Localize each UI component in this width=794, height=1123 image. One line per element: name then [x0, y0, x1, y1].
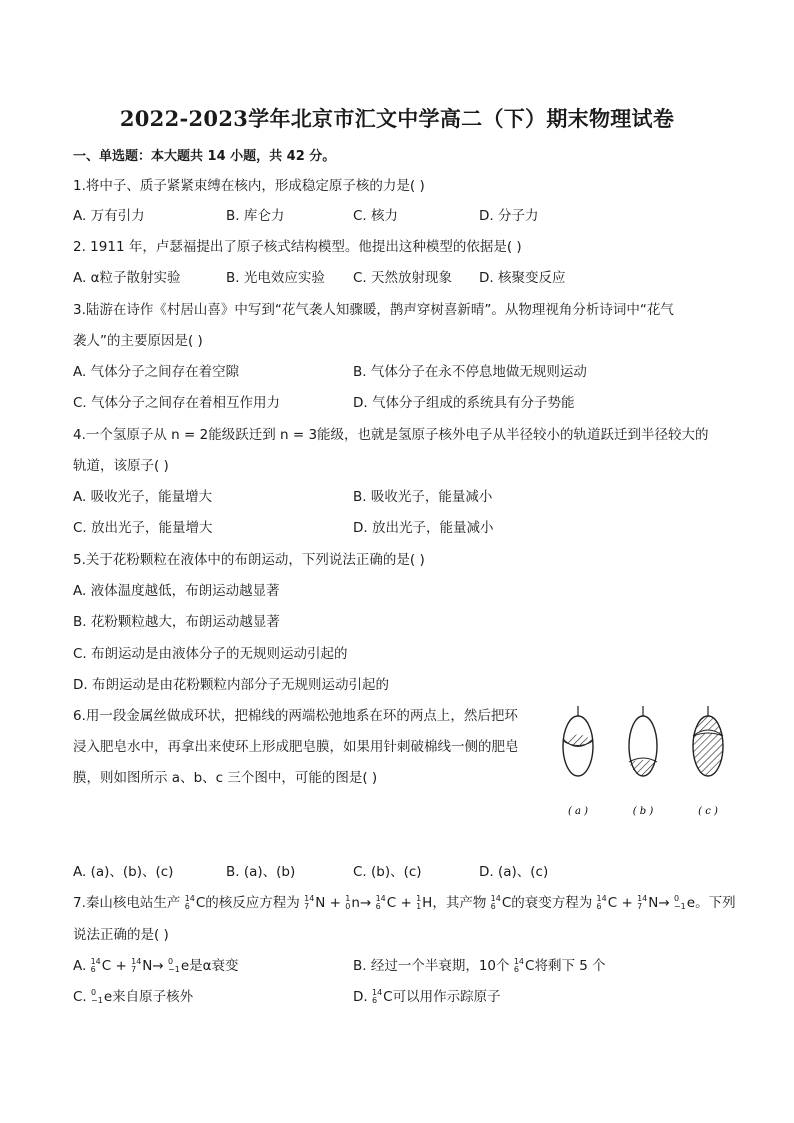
q7-text: C的核反应方程为 [195, 895, 300, 911]
figure-label-c: ( c ) [698, 806, 718, 817]
q2-option-c: C. 天然放射现象 [353, 270, 453, 286]
q5-option-d: D. 布朗运动是由花粉颗粒内部分子无规则运动引起的 [73, 677, 389, 693]
nuclide-neutron: 1 0 [345, 894, 351, 911]
page-title: 2022-2023学年北京市汇文中学高二（下）期末物理试卷 [119, 106, 675, 131]
q3-option-c: C. 气体分子之间存在着相互作用力 [73, 395, 281, 411]
q7-option-d: D. 14 6 C可以用作示踪原子 [353, 988, 501, 1005]
figure-a-ring [563, 706, 593, 776]
q7-text: C + [386, 895, 412, 911]
q1-option-c: C. 核力 [353, 208, 399, 224]
nuclide-electron: 0 −1 [168, 957, 180, 974]
q7-text: C的衰变方程为 [501, 895, 593, 911]
q1-option-a: A. 万有引力 [73, 208, 145, 224]
nuclide-c14: 14 6 [375, 894, 386, 911]
figure-label-a: ( a ) [567, 806, 589, 817]
q7-text: H，其产物 [422, 895, 487, 911]
q3-option-b: B. 气体分子在永不停息地做无规则运动 [353, 364, 587, 380]
question-7-stem-line-1 [73, 894, 736, 912]
q2-option-d: D. 核聚变反应 [479, 270, 566, 286]
q7-option-c: C. 0 −1 e来自原子核外 [73, 988, 194, 1005]
q7-text: n→ [351, 895, 372, 911]
question-6-stem-line-2: 浸入肥皂水中，再拿出来使环上形成肥皂膜，如果用针刺破棉线一侧的肥皂 [73, 739, 519, 755]
q4-option-c: C. 放出光子，能量增大 [73, 520, 213, 536]
nuclide-n14: 14 7 [131, 957, 142, 974]
nuclide-c14: 14 6 [513, 957, 525, 974]
nuclide-electron: 0 −1 [673, 894, 686, 911]
q4-option-b: B. 吸收光子，能量减小 [353, 489, 493, 505]
question-1-stem: 1.将中子、质子紧紧束缚在核内，形成稳定原子核的力是( ) [73, 178, 425, 194]
question-6-stem-line-1: 6.用一段金属丝做成环状，把棉线的两端松弛地系在环的两点上，然后把环 [73, 708, 518, 724]
q6-option-c: C. (b)、(c) [353, 864, 422, 880]
nuclide-electron: 0 −1 [91, 988, 103, 1005]
q5-option-a: A. 液体温度越低，布朗运动越显著 [73, 583, 280, 599]
question-5-stem: 5.关于花粉颗粒在液体中的布朗运动，下列说法正确的是( ) [73, 552, 425, 568]
question-3-stem-line-1: 3.陆游在诗作《村居山喜》中写到“花气袭人知骤暖，鹊声穿树喜新晴”。从物理视角分析诗词中“花气 [73, 302, 674, 318]
q6-option-d: D. (a)、(c) [479, 864, 549, 880]
question-6-stem-line-3: 膜，则如图所示 a、b、c 三个图中，可能的图是( ) [73, 770, 378, 786]
soap-film-figure [548, 706, 738, 822]
q2-option-b: B. 光电效应实验 [226, 270, 325, 286]
figure-label-b: ( b ) [632, 806, 654, 817]
q3-option-a: A. 气体分子之间存在着空隙 [73, 364, 240, 380]
q3-option-d: D. 气体分子组成的系统具有分子势能 [353, 395, 575, 411]
nuclide-n14: 14 7 [304, 894, 315, 911]
q5-option-b: B. 花粉颗粒越大，布朗运动越显著 [73, 614, 280, 630]
nuclide-n14: 14 7 [637, 894, 648, 911]
q1-option-b: B. 库仑力 [226, 208, 285, 224]
q7-text: 7.秦山核电站生产 [73, 895, 181, 911]
question-3-stem-line-2: 袭人”的主要原因是( ) [73, 333, 203, 349]
nuclide-h1: 1 1 [416, 894, 422, 911]
q7-text: N→ [648, 895, 670, 911]
q6-option-b: B. (a)、(b) [226, 864, 296, 880]
question-4-stem-line-2: 轨道，该原子( ) [73, 458, 169, 474]
q7-text: e。下列 [686, 895, 736, 911]
nuclide-c14: 14 6 [490, 894, 501, 911]
q2-option-a: A. α粒子散射实验 [73, 270, 181, 286]
figure-c-ring [693, 706, 723, 776]
q7-option-b: B. 经过一个半衰期，10个 14 6 C将剩下 5 个 [353, 957, 606, 974]
q6-option-a: A. (a)、(b)、(c) [73, 864, 174, 880]
nuclide-c14: 14 6 [371, 988, 383, 1005]
section-heading: 一、单选题：本大题共 14 小题，共 42 分。 [73, 149, 336, 164]
q4-option-d: D. 放出光子，能量减小 [353, 520, 494, 536]
question-4-stem-line-1: 4.一个氢原子从 n = 2能级跃迁到 n = 3能级，也就是氢原子核外电子从半径较小的轨道跃迁到半径较大的 [73, 427, 709, 443]
question-2-stem: 2. 1911 年，卢瑟福提出了原子核式结构模型。他提出这种模型的依据是( ) [73, 239, 522, 255]
nuclide-c14: 14 6 [596, 894, 607, 911]
question-7-stem-line-2: 说法正确的是( ) [73, 927, 169, 943]
q7-text: C + [607, 895, 633, 911]
nuclide-c14: 14 6 [90, 957, 101, 974]
q7-text: N + [315, 895, 341, 911]
q1-option-d: D. 分子力 [479, 208, 539, 224]
q5-option-c: C. 布朗运动是由液体分子的无规则运动引起的 [73, 646, 348, 662]
nuclide-c14: 14 6 [184, 894, 195, 911]
q4-option-a: A. 吸收光子，能量增大 [73, 489, 213, 505]
figure-b-ring [629, 706, 657, 776]
q7-option-a: A. 14 6 C + 14 7 N→ 0 −1 e是α衰变 [73, 957, 239, 974]
